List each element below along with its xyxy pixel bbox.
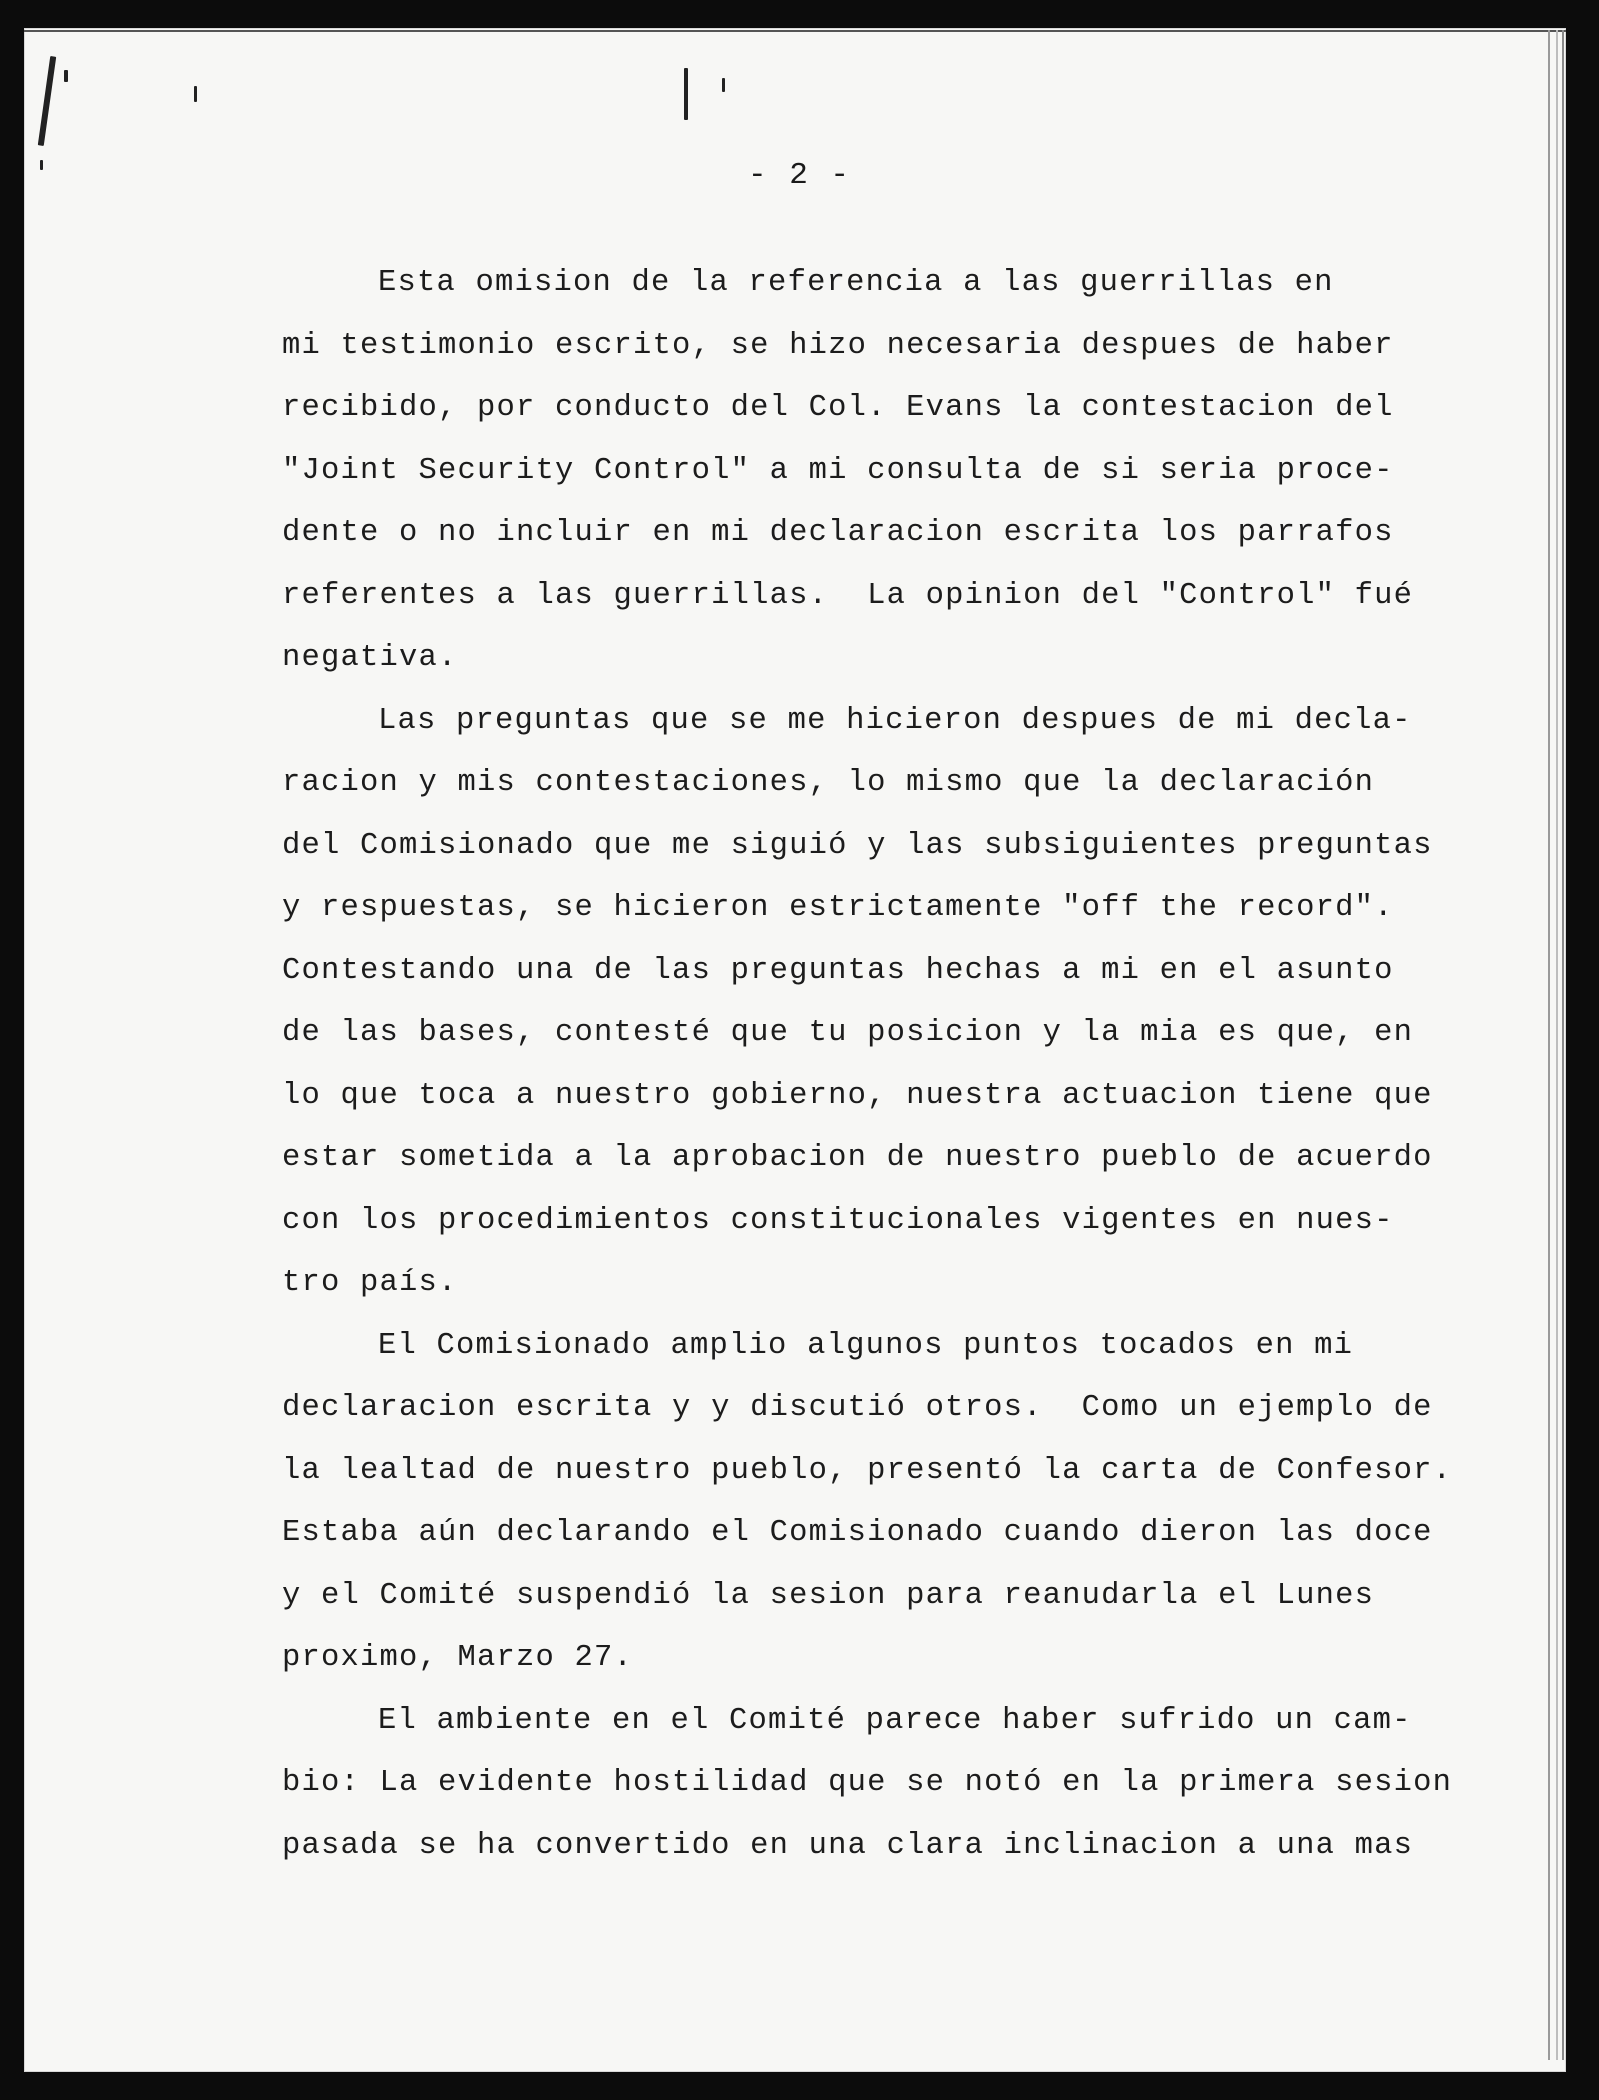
text-line: racion y mis contestaciones, lo mismo que la declaración [282, 766, 1375, 800]
text-line: El ambiente en el Comité parece haber sufrido un cam- [378, 1703, 1412, 1738]
text-line: mi testimonio escrito, se hizo necesaria despues de haber [282, 328, 1394, 363]
text-line: la lealtad de nuestro pueblo, presentó la carta de Confesor. [282, 1453, 1453, 1488]
paragraph [282, 252, 1442, 690]
text-line: Contestando una de las preguntas hechas a mi en el asunto [282, 953, 1394, 988]
text-line: con los procedimientos constitucionales vigentes en nues- [282, 1203, 1394, 1238]
text-line: tro país. [282, 1266, 458, 1300]
document-body [282, 252, 1453, 1877]
text-line: proximo, Marzo 27. [282, 1641, 634, 1675]
page-number: - 2 - [747, 158, 851, 193]
text-line: pasada se ha convertido en una clara inclinacion a una mas [282, 1828, 1414, 1863]
text-line: del Comisionado que me siguió y las subsiguientes preguntas [282, 828, 1433, 863]
text-line: Estaba aún declarando el Comisionado cuando dieron las doce [282, 1516, 1433, 1550]
text-line: Esta omision de la referencia a las guerrillas en [378, 266, 1334, 300]
stacked-page-edge [1556, 30, 1558, 2060]
text-line: recibido, por conducto del Col. Evans la contestacion del [282, 391, 1394, 425]
text-line: y el Comité suspendió la sesion para reanudarla el Lunes [282, 1578, 1375, 1613]
text-line: El Comisionado amplio algunos puntos tocados en mi [378, 1328, 1354, 1363]
text-line: y respuestas, se hicieron estrictamente "off the record". [282, 891, 1394, 925]
scan-artifact [64, 70, 68, 82]
text-line: dente o no incluir en mi declaracion escrita los parrafos [282, 516, 1394, 550]
text-line: declaracion escrita y y discutió otros. Como un ejemplo de [282, 1391, 1433, 1425]
text-line: negativa. [282, 641, 458, 675]
text-line: "Joint Security Control" a mi consulta de si seria proce- [282, 453, 1394, 488]
text-line: de las bases, contesté que tu posicion y la mia es que, en [282, 1016, 1414, 1050]
text-line: Las preguntas que se me hicieron despues de mi decla- [378, 703, 1412, 738]
stacked-page-edge [1562, 30, 1564, 2060]
text-line: lo que toca a nuestro gobierno, nuestra actuacion tiene que [282, 1078, 1433, 1113]
scan-artifact [194, 86, 197, 102]
text-line: referentes a las guerrillas. La opinion del "Control" fué [282, 578, 1414, 613]
scan-artifact [722, 78, 725, 92]
paragraph [282, 1315, 1453, 1690]
text-line: bio: La evidente hostilidad que se notó en la primera sesion [282, 1766, 1453, 1800]
paragraph [282, 1690, 1453, 1878]
text-line: estar sometida a la aprobacion de nuestro pueblo de acuerdo [282, 1141, 1433, 1175]
page-top-edge [24, 30, 1566, 32]
paragraph [282, 690, 1442, 1315]
scan-artifact [684, 68, 688, 120]
stacked-page-edge [1548, 30, 1550, 2060]
